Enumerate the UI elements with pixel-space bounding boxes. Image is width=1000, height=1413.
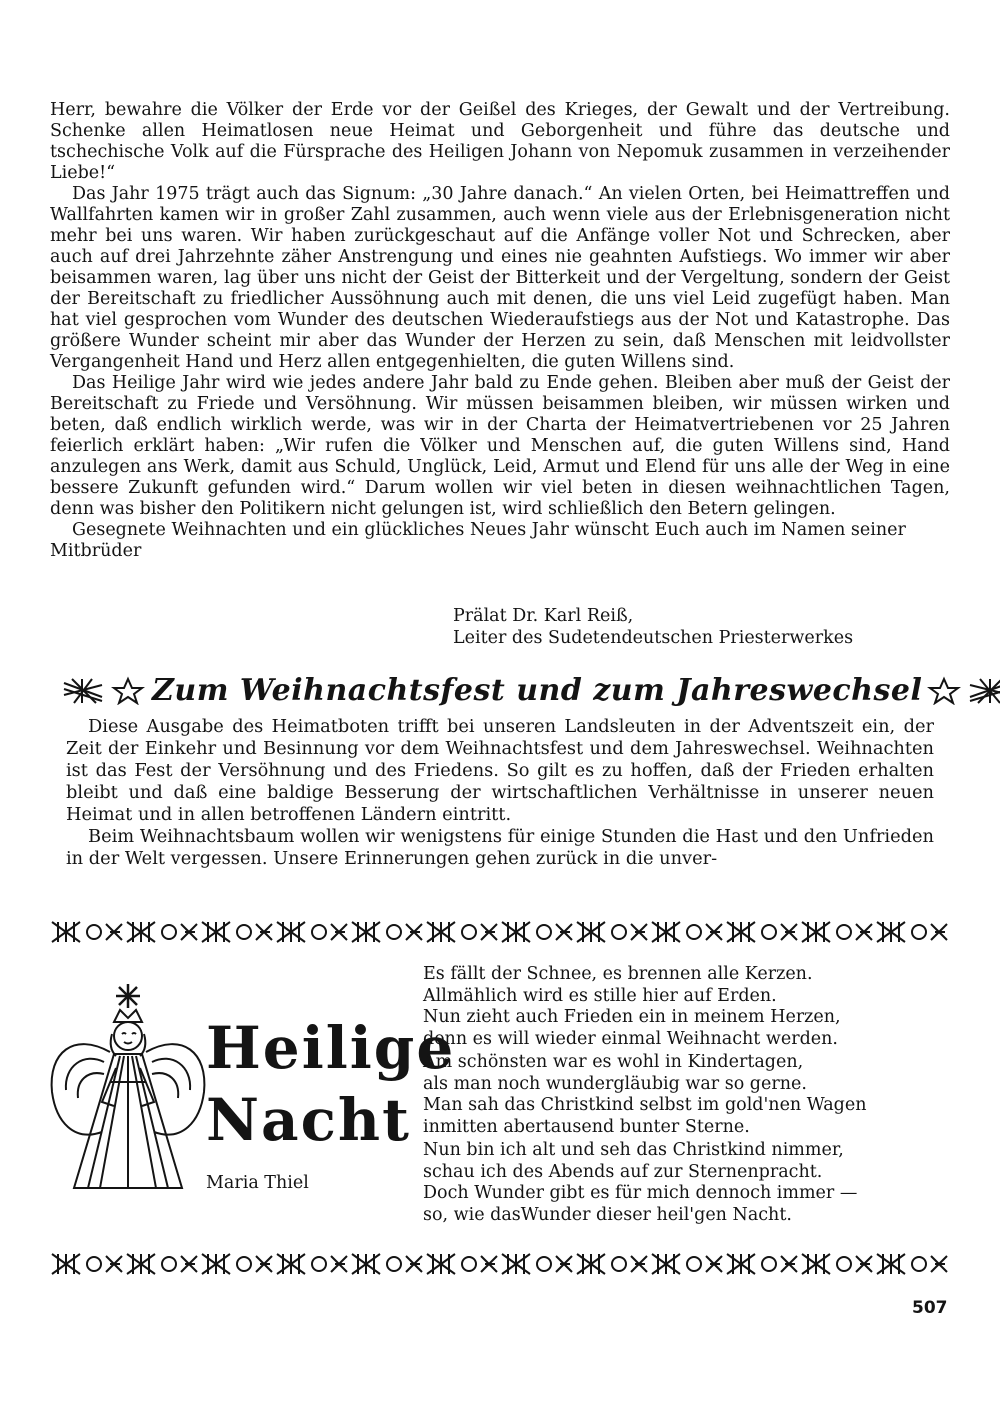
ornament-border-bottom <box>50 1250 950 1278</box>
poem-line: Nun zieht auch Frieden ein in meinem Herzen, <box>423 1007 841 1027</box>
paragraph: Das Heilige Jahr wird wie jedes andere Jahr bald zu Ende gehen. Bleiben aber muß der Geist der Bereitschaft zu Friede und Versöhnung. Wir müssen beisammen bleiben, wir müssen wirken und beten, daß endlich wirklich werde, was wir in der Charta der Heimatvertriebenen vor 25 Jahren feierlich erklärt haben: „Wir rufen die Völker und Menschen auf, die guten Willens sind, Hand anzulegen ans Werk, damit aus Schuld, Unglück, Leid, Armut und Elend für uns alle der Weg in eine bessere Zukunft gefunden wird.“ Darum wollen wir viel beten in diesen weihnachtlichen Tagen, denn was bisher den Politikern nicht gelungen ist, wird schließlich den Betern gelingen. <box>50 373 950 519</box>
ornament-right-icon <box>922 675 1000 705</box>
section-heading <box>62 668 942 712</box>
page-number: 507 <box>912 1298 948 1318</box>
paragraph: Gesegnete Weihnachten und ein glückliches Neues Jahr wünscht Euch auch im Namen seiner Mitbrüder <box>50 520 906 561</box>
paragraph: Das Jahr 1975 trägt auch das Signum: „30 Jahre danach.“ An vielen Orten, bei Heimattreffen und Wallfahrten kamen wir in großer Zahl zusammen, auch wenn viele aus der Erlebnisgeneration nicht mehr bei uns waren. Wir haben zurückgeschaut auf die Anfänge voller Not und Schrecken, aber auch auf drei Jahrzehnte zäher Anstrengung und eines nie geahnten Aufstiegs. Wo immer wir aber beisammen waren, lag über uns nicht der Geist der Bitterkeit und der Vergeltung, sondern der Geist der Bereitschaft zu friedlicher Aussöhnung auch mit denen, die uns viel Leid zugefügt haben. Man hat viel gesprochen vom Wunder des deutschen Wiederaufstiegs aus der Not und Katastrophe. Das größere Wunder scheint mir aber das Wunder der Herzen zu sein, daß Menschen mit leidvollster Vergangenheit Hand und Herz allen entgegenhielten, die guten Willens sind. <box>50 184 950 372</box>
poem-stanza <box>423 1140 943 1226</box>
poem-line: Man sah das Christkind selbst im gold'nen Wagen <box>423 1095 867 1115</box>
poem-line: als man noch wundergläubig war so gerne. <box>423 1073 807 1094</box>
poem-title-line: Heilige <box>206 1014 456 1082</box>
poem-stanza <box>423 964 943 1050</box>
article-text-christmas <box>66 716 934 870</box>
article-text-priest <box>50 100 950 562</box>
poem-line: Doch Wunder gibt es für mich dennoch immer — <box>423 1183 858 1203</box>
poem-line: denn es will wieder einmal Weihnacht werden. <box>423 1028 838 1049</box>
poem-line: so, wie dasWunder dieser heil'gen Nacht. <box>423 1204 792 1225</box>
poem-text <box>423 964 943 1228</box>
ornament-left-icon <box>62 675 152 705</box>
poem-line: Allmählich wird es stille hier auf Erden. <box>423 985 777 1006</box>
paragraph: Beim Weihnachtsbaum wollen wir wenigstens für einige Stunden die Hast und den Unfrieden in der Welt vergessen. Unsere Erinnerungen gehen zurück in die unver- <box>66 826 934 869</box>
poem-line: Am schönsten war es wohl in Kindertagen, <box>423 1052 804 1072</box>
poem-title <box>206 1012 455 1156</box>
angel-illustration-icon <box>44 982 212 1198</box>
poem-title-line: Nacht <box>206 1086 411 1154</box>
signature-block <box>453 605 853 649</box>
paragraph: Diese Ausgabe des Heimatboten trifft bei unseren Landsleuten in der Adventszeit ein, der Zeit der Einkehr und Besinnung vor dem Weihnachtsfest und dem Jahreswechsel. Weihnachten ist das Fest der Versöhnung und des Friedens. So gilt es zu hoffen, daß der Frieden erhalten bleibt und daß eine baldige Besserung der wirtschaftlichen Verhältnisse in unserer neuen Heimat und in allen betroffenen Ländern eintritt. <box>66 716 934 825</box>
section-heading-title: Zum Weihnachtsfest und zum Jahreswechsel <box>152 672 923 708</box>
paragraph: Herr, bewahre die Völker der Erde vor der Geißel des Krieges, der Gewalt und der Vertreibung. Schenke allen Heimatlosen neue Heimat und Geborgenheit und führe das deutsche und tschechische Volk auf die Fürsprache des Heiligen Johann von Nepomuk zusammen in verzeihender Liebe!“ <box>50 100 950 183</box>
poem-author: Maria Thiel <box>206 1173 309 1193</box>
signature-title: Leiter des Sudetendeutschen Priesterwerkes <box>453 628 854 648</box>
poem-line: Es fällt der Schnee, es brennen alle Kerzen. <box>423 964 813 984</box>
poem-line: schau ich des Abends auf zur Sternenpracht. <box>423 1161 823 1182</box>
signature-name: Prälat Dr. Karl Reiß, <box>453 606 634 626</box>
ornament-border-top <box>50 918 950 946</box>
poem-line: inmitten abertausend bunter Sterne. <box>423 1116 750 1137</box>
poem-line: Nun bin ich alt und seh das Christkind nimmer, <box>423 1140 844 1160</box>
poem-stanza <box>423 1052 943 1138</box>
